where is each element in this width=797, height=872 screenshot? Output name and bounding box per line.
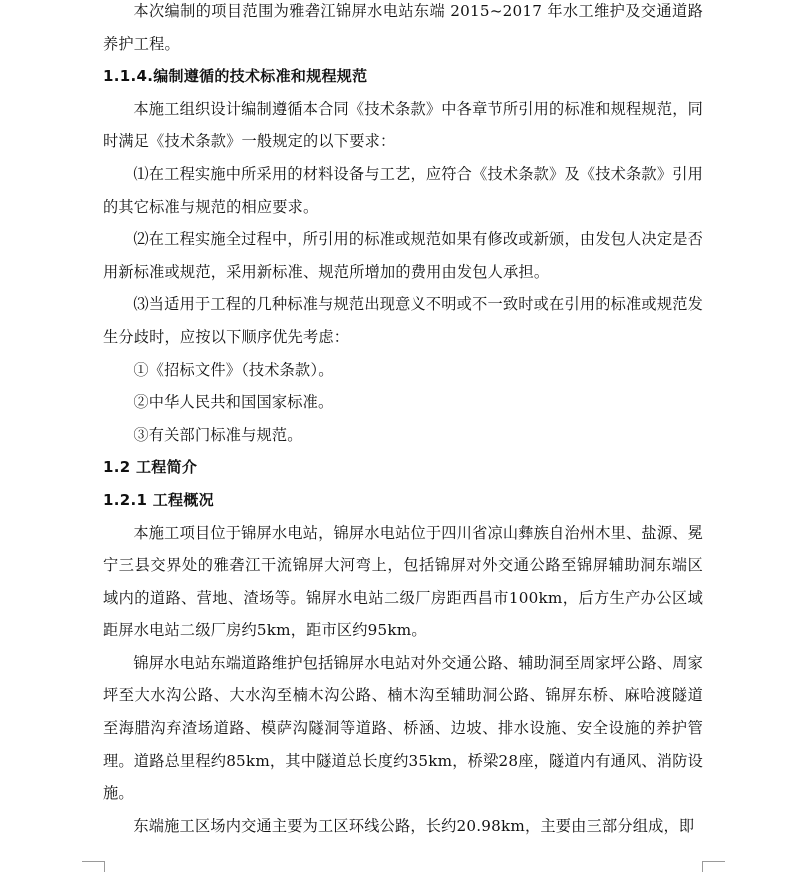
- paragraph-priority-3: ③有关部门标准与规范。: [133, 425, 303, 444]
- paragraph-road-maintenance: 锦屏水电站东端道路维护包括锦屏水电站对外交通公路、辅助洞至周家坪公路、周家坪至大水沟公路、大水沟至楠木沟公路、楠木沟至辅助洞公路、锦屏东桥、麻哈渡隧道至海腊沟弃渣场道路、模萨沟隧洞等道路、桥涵、边坡、排水设施、安全设施的养护管理。道路总里程约85km，其中隧道总长度约35km，桥梁28座，隧道内有通风、消防设施。: [103, 653, 703, 803]
- paragraph-site-traffic: 东端施工区场内交通主要为工区环线公路，长约20.98km，主要由三部分组成，即: [133, 816, 695, 835]
- paragraph-standards-intro: 本施工组织设计编制遵循本合同《技术条款》中各章节所引用的标准和规程规范，同时满足《技术条款》一般规定的以下要求：: [103, 99, 703, 151]
- document-body: [103, 0, 703, 842]
- paragraph-priority-1: ①《招标文件》（技术条款）。: [133, 360, 334, 379]
- paragraph-project-scope: 本次编制的项目范围为雅砻江锦屏水电站东端 2015~2017 年水工维护及交通道路养护工程。: [103, 2, 703, 53]
- heading-1-1-4: 1.1.4.编制遵循的技术标准和规程规范: [103, 67, 368, 86]
- page-corner-mark-left: [82, 861, 105, 872]
- page-corner-mark-right: [702, 861, 725, 872]
- heading-1-2-1: 1.2.1 工程概况: [103, 490, 214, 509]
- paragraph-requirement-3: ⑶当适用于工程的几种标准与规范出现意义不明或不一致时或在引用的标准或规范发生分歧时，应按以下顺序优先考虑：: [103, 295, 703, 346]
- heading-1-2: 1.2 工程简介: [103, 458, 198, 477]
- paragraph-requirement-2: ⑵在工程实施全过程中，所引用的标准或规范如果有修改或新颁，由发包人决定是否用新标准或规范，采用新标准、规范所增加的费用由发包人承担。: [103, 230, 703, 281]
- paragraph-requirement-1: ⑴在工程实施中所采用的材料设备与工艺，应符合《技术条款》及《技术条款》引用的其它标准与规范的相应要求。: [103, 164, 703, 216]
- paragraph-priority-2: ②中华人民共和国国家标准。: [133, 393, 334, 412]
- paragraph-project-location: 本施工项目位于锦屏水电站，锦屏水电站位于四川省凉山彝族自治州木里、盐源、冕宁三县交界处的雅砻江干流锦屏大河弯上，包括锦屏对外交通公路至锦屏辅助洞东端区域内的道路、营地、渣场等。锦屏水电站二级厂房距西昌市100km，后方生产办公区域距屏水电站二级厂房约5km，距市区约95km。: [103, 523, 703, 640]
